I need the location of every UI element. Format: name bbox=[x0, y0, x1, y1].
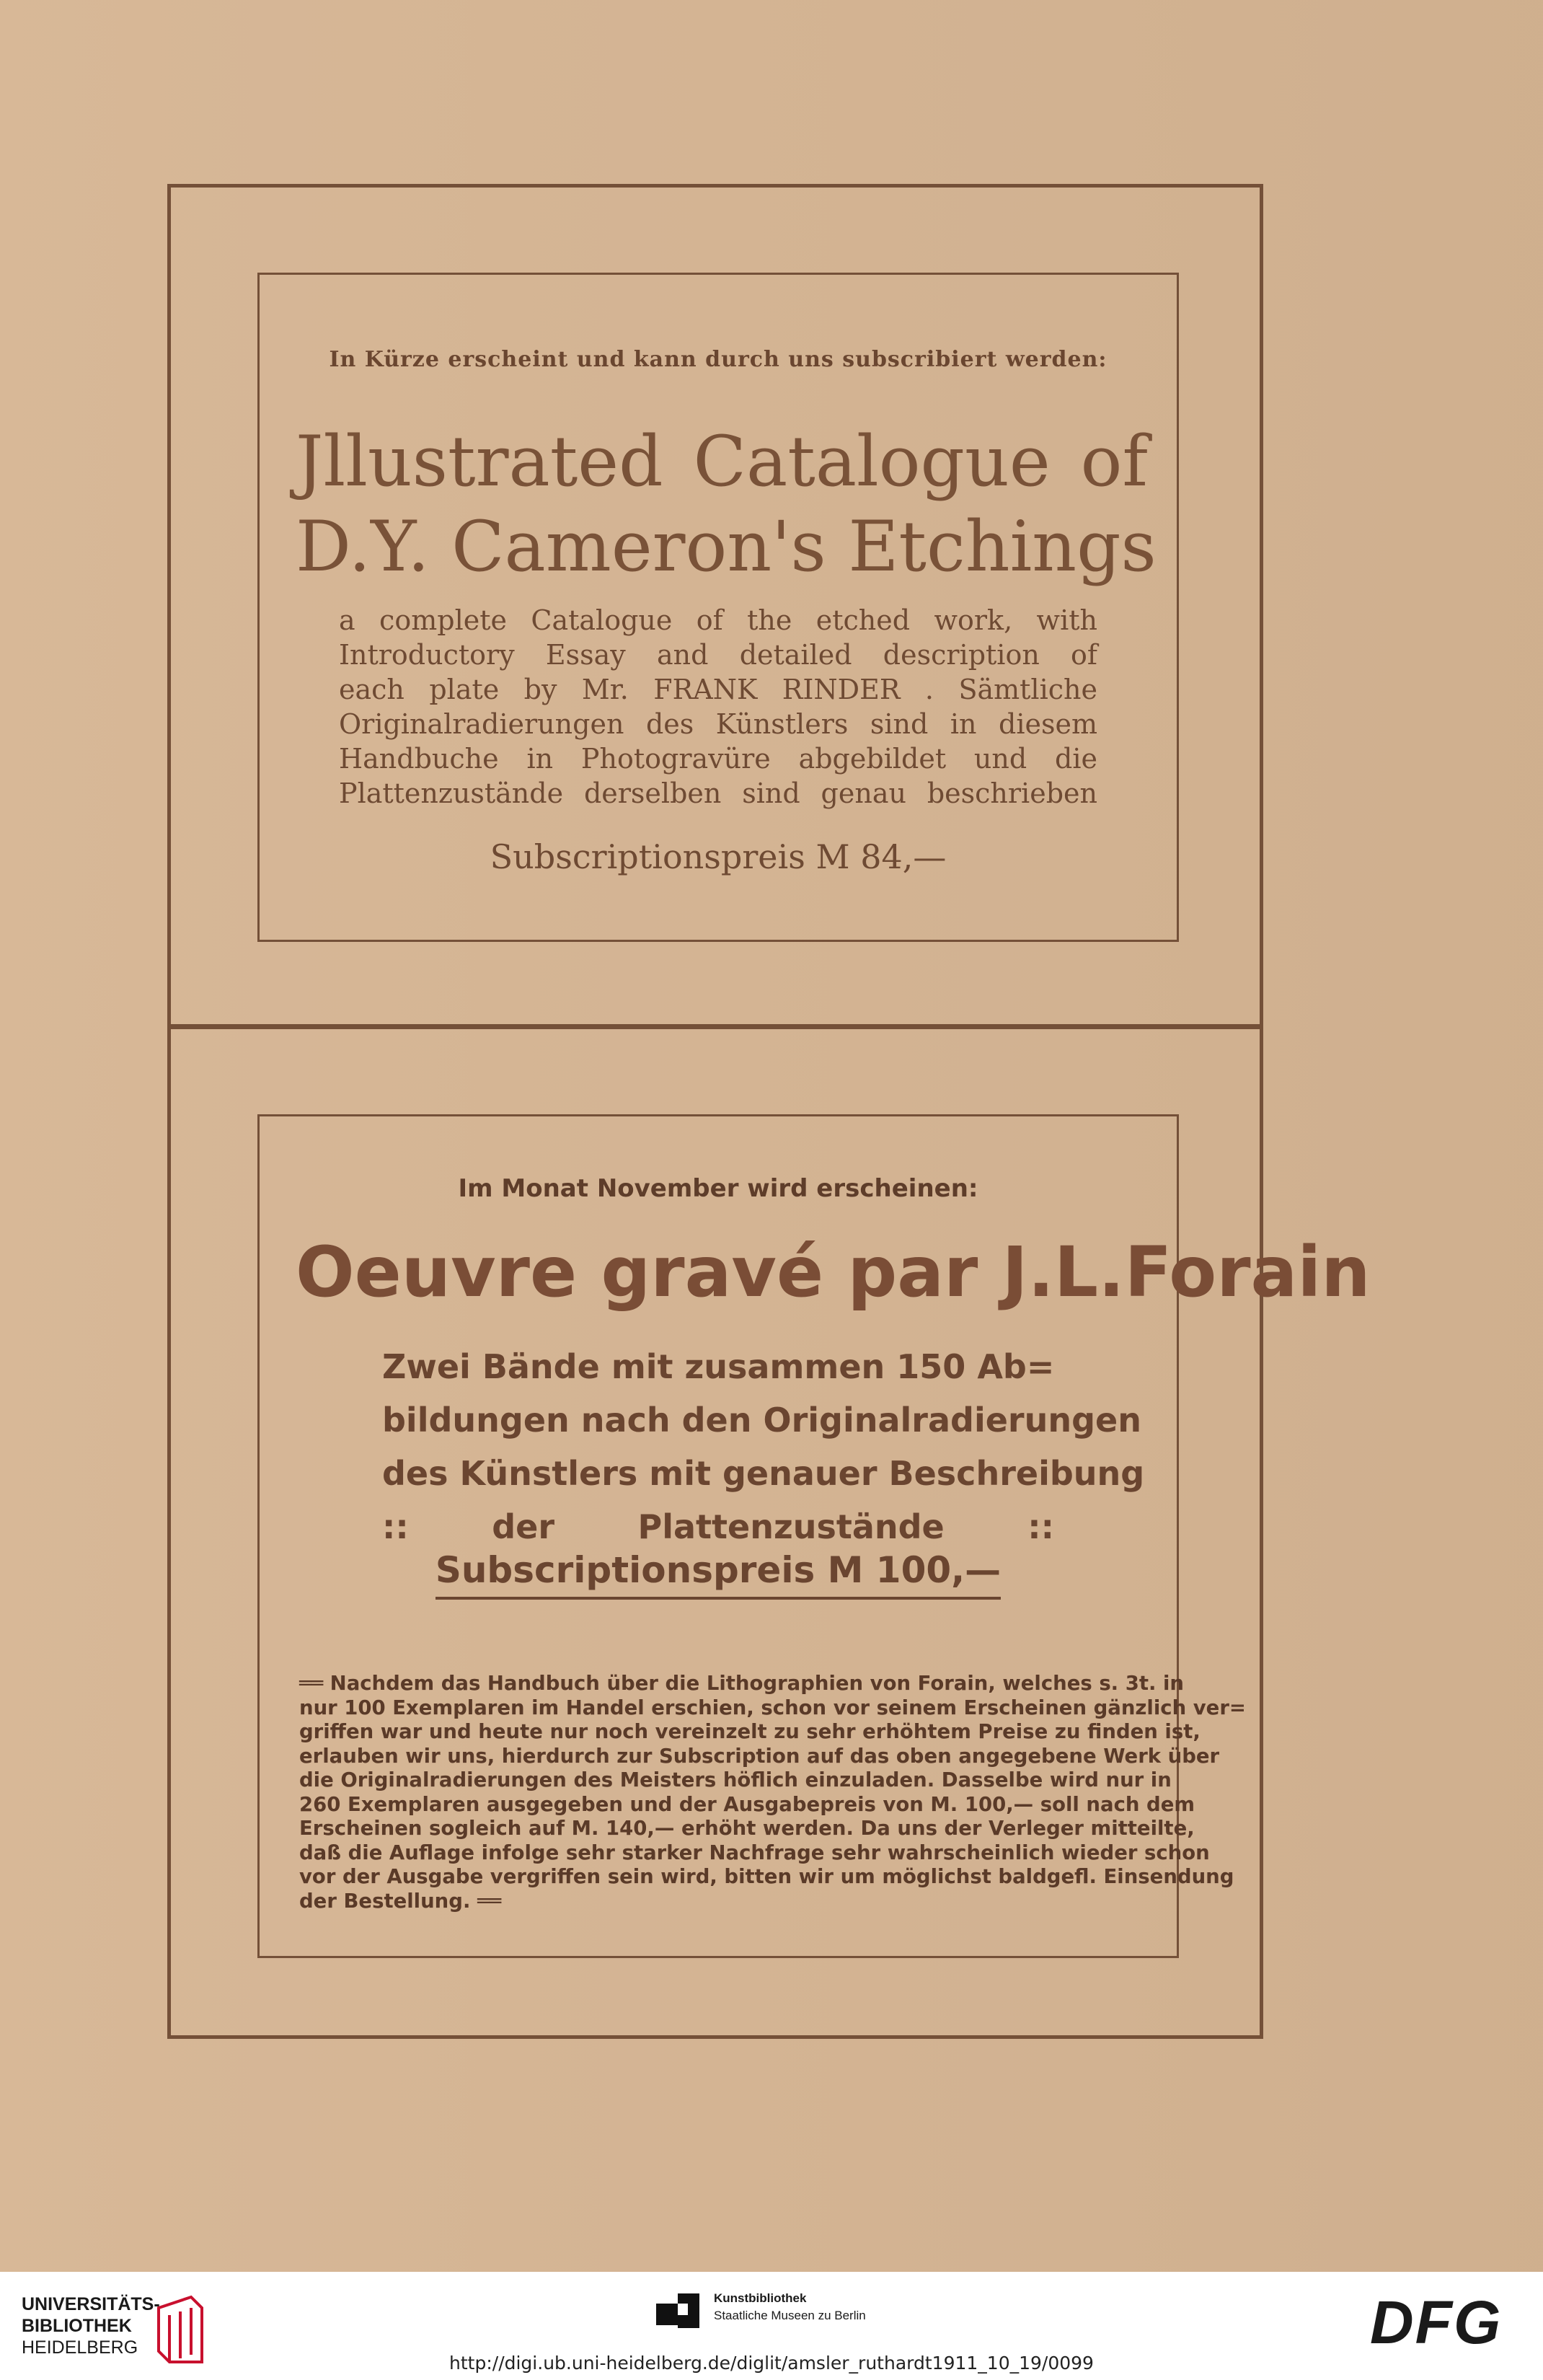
forain-price-wrap bbox=[260, 1549, 1177, 1600]
footer-bar bbox=[0, 2272, 1543, 2380]
cameron-description-line: a complete Catalogue of the etched work, with bbox=[339, 604, 1097, 636]
forain-note-line: nur 100 Exemplaren im Handel erschien, schon vor seinem Erscheinen gänzlich ver= bbox=[299, 1696, 1246, 1719]
forain-price: Subscriptionspreis M 100,— bbox=[436, 1549, 1001, 1600]
ub-line: UNIVERSITÄTS- bbox=[22, 2294, 160, 2314]
forain-description-line: :: der Plattenzustände :: bbox=[382, 1507, 1054, 1546]
forain-description-line: Zwei Bände mit zusammen 150 Ab= bbox=[382, 1347, 1055, 1386]
cameron-description bbox=[339, 603, 1097, 811]
cameron-title-line: D.Y. Cameron's Etchings bbox=[296, 506, 1157, 587]
cameron-description-line: Handbuche in Photogravüre abgebildet und die bbox=[339, 743, 1097, 775]
cameron-title-line: Jllustrated Catalogue of bbox=[296, 421, 1148, 502]
cameron-intro: In Kürze erscheint und kann durch uns subscribiert werden: bbox=[329, 347, 1107, 372]
outer-frame bbox=[167, 184, 1371, 2039]
dfg-logo[interactable]: DFG bbox=[1370, 2288, 1503, 2356]
cameron-description-line: Introductory Essay and detailed description of bbox=[339, 639, 1097, 671]
kb-sub: Staatliche Museen zu Berlin bbox=[714, 2309, 866, 2322]
forain-note-line: ══ Nachdem das Handbuch über die Lithographien von Forain, welches s. 3t. in bbox=[299, 1672, 1185, 1695]
forain-note-line: der Bestellung. ══ bbox=[299, 1889, 502, 1913]
forain-intro: Im Monat November wird erscheinen: bbox=[458, 1174, 978, 1203]
forain-note-line: vor der Ausgabe vergriffen sein wird, bitten wir um möglichst baldgefl. Einsendung bbox=[299, 1865, 1234, 1888]
cameron-title bbox=[296, 419, 1157, 589]
cameron-description-line: Plattenzustände derselben sind genau beschrieben bbox=[339, 777, 1097, 809]
kunstbibliothek-text bbox=[714, 2290, 866, 2324]
forain-oeuvre-notice bbox=[257, 1114, 1371, 1958]
kunstbibliothek-icon bbox=[656, 2293, 702, 2334]
forain-note-line: griffen war und heute nur noch vereinzelt zu sehr erhöhtem Preise zu finden ist, bbox=[299, 1720, 1201, 1743]
permalink-url[interactable]: http://digi.ub.uni-heidelberg.de/diglit/amsler_ruthardt1911_10_19/0099 bbox=[449, 2353, 1094, 2374]
cameron-description-line: Originalradierungen des Künstlers sind in diesem bbox=[339, 708, 1097, 740]
forain-note-line: die Originalradierungen des Meisters höflich einzuladen. Dasselbe wird nur in bbox=[299, 1768, 1172, 1791]
forain-note-line: 260 Exemplaren ausgegeben und der Ausgabepreis von M. 100,— soll nach dem bbox=[299, 1792, 1195, 1816]
kb-name: Kunstbibliothek bbox=[714, 2291, 807, 2305]
forain-description-line: bildungen nach den Originalradierungen bbox=[382, 1401, 1141, 1440]
cameron-catalogue-notice bbox=[257, 273, 1179, 942]
forain-title: Oeuvre gravé par J.L.Forain bbox=[296, 1232, 1371, 1313]
forain-note-line: erlauben wir uns, hierdurch zur Subscription auf das oben angegebene Werk über bbox=[299, 1744, 1220, 1768]
ub-logo-text bbox=[22, 2293, 160, 2358]
cameron-price: Subscriptionspreis M 84,— bbox=[490, 837, 947, 876]
ub-line: HEIDELBERG bbox=[22, 2337, 138, 2358]
forain-note-line: Erscheinen sogleich auf M. 140,— erhöht werden. Da uns der Verleger mitteilte, bbox=[299, 1817, 1195, 1840]
forain-description-line: des Künstlers mit genauer Beschreibung bbox=[382, 1454, 1145, 1493]
kunstbibliothek-logo[interactable] bbox=[656, 2290, 945, 2340]
forain-note-line: daß die Auflage infolge sehr starker Nachfrage sehr wahrscheinlich wieder schon bbox=[299, 1841, 1210, 1864]
section-divider bbox=[171, 1024, 1260, 1029]
forain-note bbox=[299, 1672, 1246, 1913]
ub-line: BIBLIOTHEK bbox=[22, 2316, 132, 2336]
cameron-description-line: each plate by Mr. FRANK RINDER . Sämtliche bbox=[339, 674, 1097, 705]
forain-description bbox=[382, 1340, 1145, 1553]
